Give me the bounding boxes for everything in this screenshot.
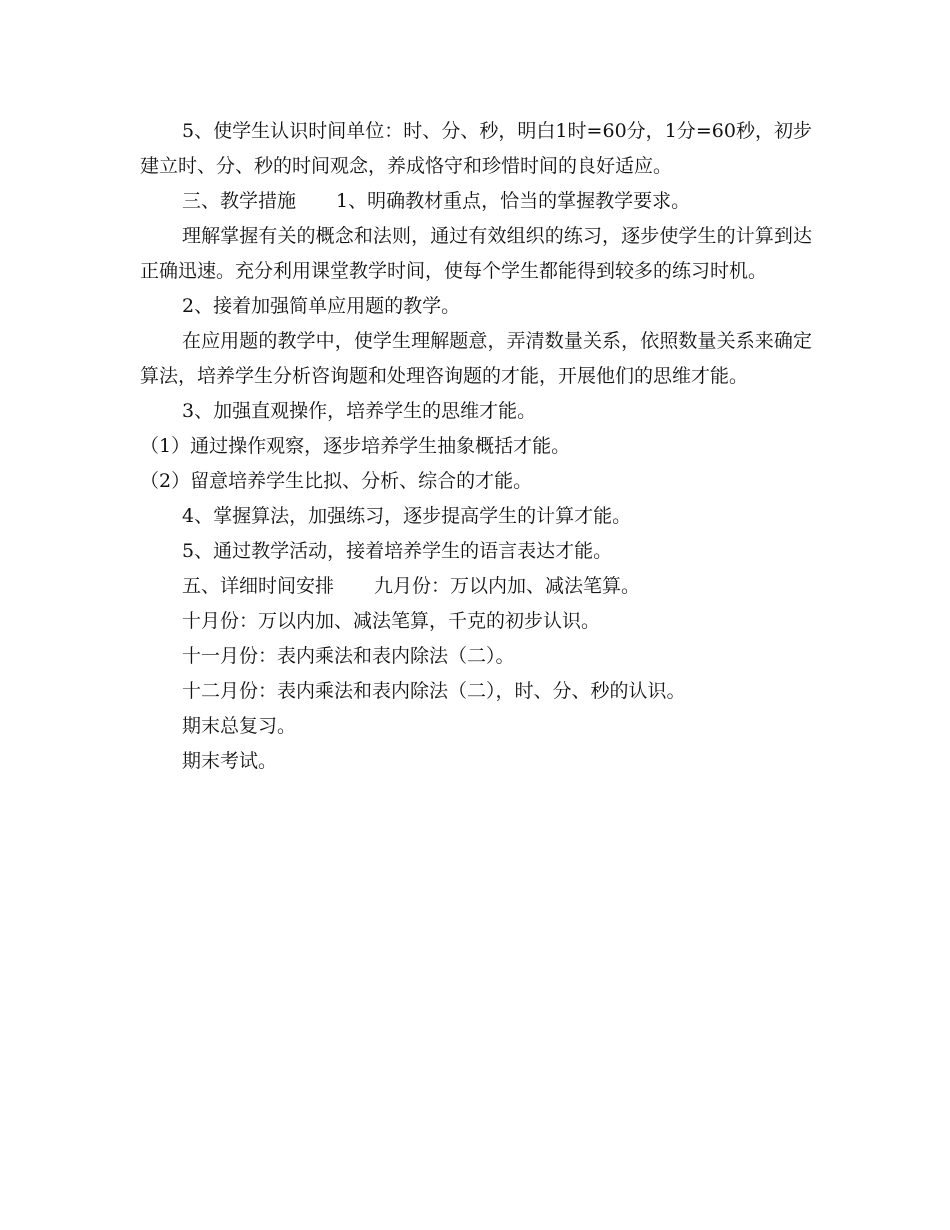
schedule-october: 十月份：万以内加、减法笔算，千克的初步认识。 — [182, 610, 601, 632]
paragraph-understanding: 理解掌握有关的概念和法则，通过有效组织的练习，逐步使学生的计算到达正确迅速。充分利用课堂教学时间，使每个学生都能得到较多的练习时机。 — [140, 225, 812, 282]
document-body — [140, 114, 812, 779]
sub-item-1: （1）通过操作观察，逐步培养学生抽象概括才能。 — [140, 435, 571, 457]
schedule-september: 九月份：万以内加、减法笔算。 — [374, 575, 641, 597]
section-heading-schedule: 五、详细时间安排 — [182, 575, 335, 597]
measure-3: 3、加强直观操作，培养学生的思维才能。 — [182, 400, 537, 422]
paragraph-word-problems: 在应用题的教学中，使学生理解题意，弄清数量关系，依照数量关系来确定算法，培养学生分析咨询题和处理咨询题的才能，开展他们的思维才能。 — [140, 330, 812, 387]
sub-item-2: （2）留意培养学生比拟、分析、综合的才能。 — [140, 470, 533, 492]
measure-1: 1、明确教材重点，恰当的掌握教学要求。 — [336, 190, 691, 212]
measure-2: 2、接着加强简单应用题的教学。 — [182, 295, 461, 317]
paragraph-schedule — [140, 569, 812, 604]
section-heading-measures: 三、教学措施 — [182, 190, 297, 212]
paragraph-teaching-measures — [140, 184, 812, 219]
measure-5: 5、通过教学活动，接着培养学生的语言表达才能。 — [182, 540, 613, 562]
schedule-final-review: 期末总复习。 — [182, 715, 297, 737]
schedule-november: 十一月份：表内乘法和表内除法（二）。 — [182, 645, 515, 667]
schedule-december: 十二月份：表内乘法和表内除法（二），时、分、秒的认识。 — [182, 680, 686, 702]
paragraph-time-units: 5、使学生认识时间单位：时、分、秒，明白1时=60分，1分=60秒，初步建立时、分、秒的时间观念，养成恪守和珍惜时间的良好适应。 — [140, 120, 812, 177]
measure-4: 4、掌握算法，加强练习，逐步提高学生的计算才能。 — [182, 505, 632, 527]
schedule-final-exam: 期末考试。 — [182, 750, 278, 772]
